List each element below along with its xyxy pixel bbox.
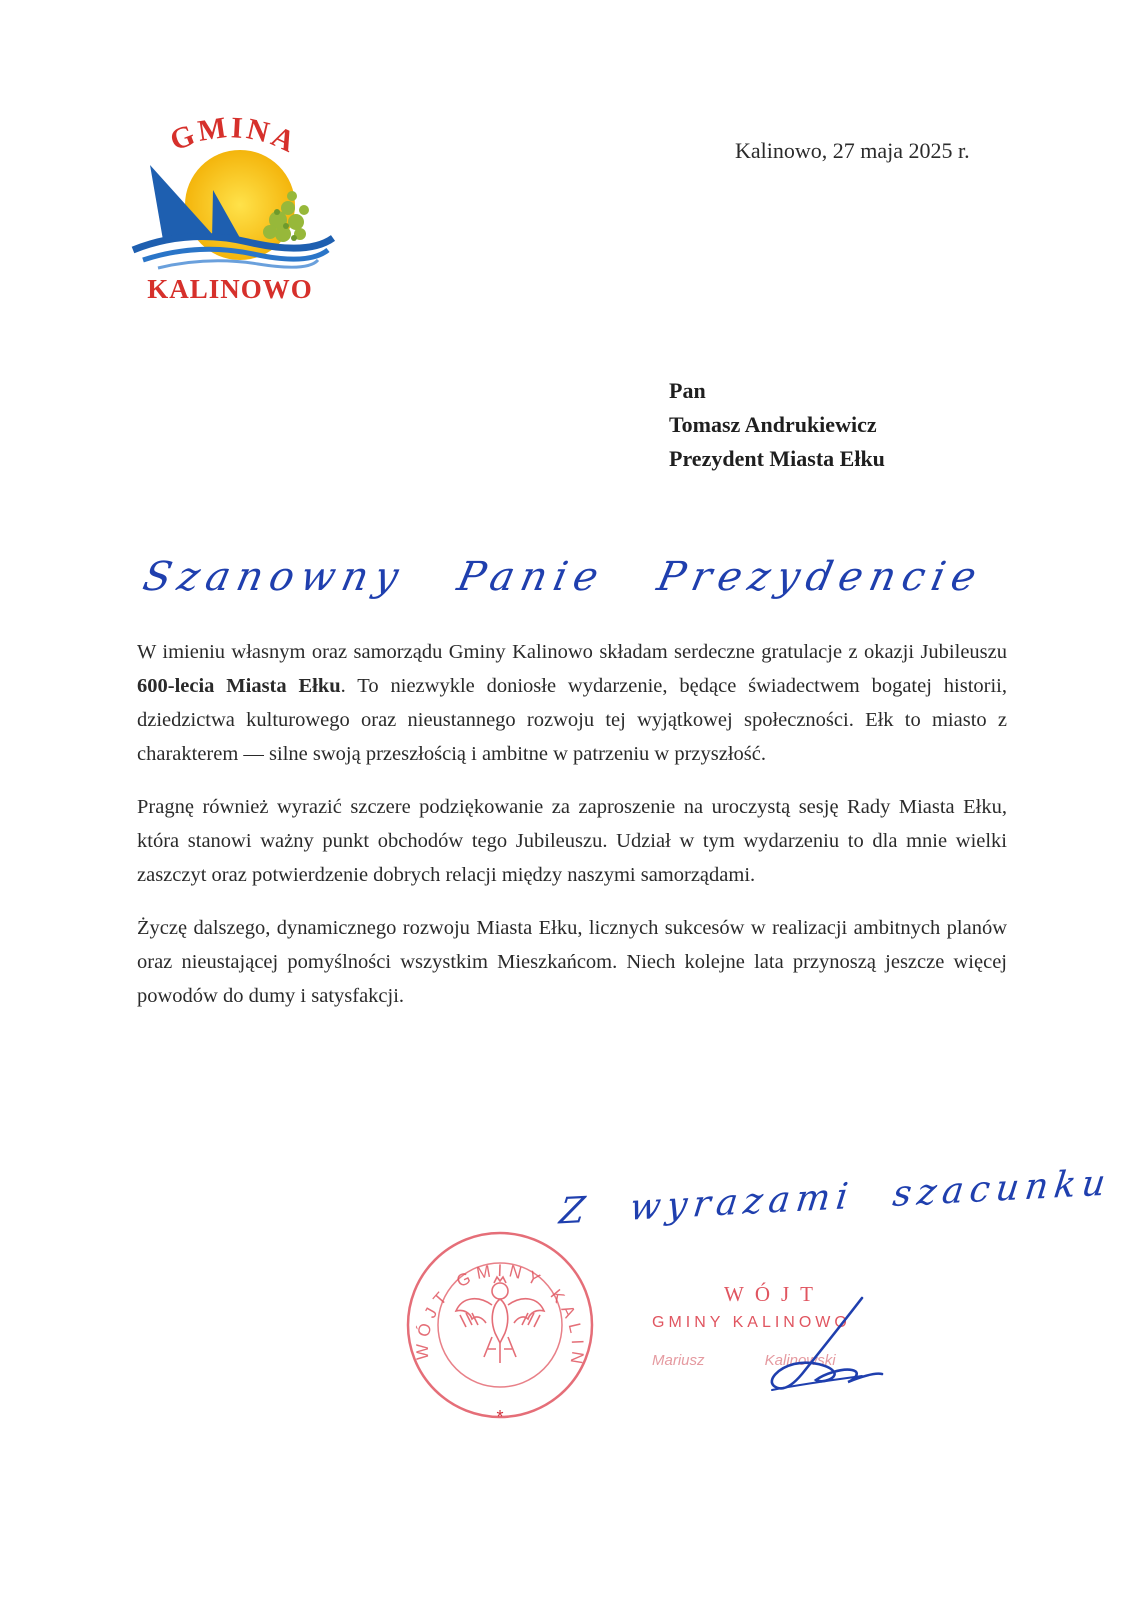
handwritten-salutation [138,548,988,618]
gmina-kalinowo-logo [128,110,338,310]
stamp-name: Mariusz Kalinowski [652,1352,836,1369]
closing-text: Z wyrazami szacunku [557,1160,1114,1233]
stamp-title: WÓJT [724,1282,824,1306]
signature [712,1294,912,1404]
recipient-position: Prezydent Miasta Ełku [669,446,885,471]
seal-ring-text: WÓJT GMINY KALIN [412,1260,588,1372]
official-seal [400,1225,600,1435]
recipient-title: Pan [669,378,706,403]
handwritten-closing [555,1160,1114,1238]
letter-body [137,635,1007,1032]
logo-top-text: GMINA [165,110,303,161]
mayor-stamp [652,1282,912,1402]
paragraph-3: Życzę dalszego, dynamicznego rozwoju Miasta Ełku, licznych sukcesów w realizacji ambitnych planów oraz nieustającej pomyślności wszystkim Mieszkańcom. Niech kolejne lata przynoszą jeszcze więcej powodów do dumy i satysfakcji. [137,917,1007,1007]
paragraph-2: Pragnę również wyrazić szczere podziękowanie za zaproszenie na uroczystą sesję Rady Miasta Ełku, która stanowi ważny punkt obchodów tego Jubileuszu. Udział w tym wydarzeniu to dla mnie wielki zaszczyt oraz potwierdzenie dobrych relacji między naszymi samorządami. [137,796,1007,886]
jubilee-highlight: 600-lecia Miasta Ełku [137,675,341,697]
paragraph-1: W imieniu własnym oraz samorządu Gminy Kalinowo składam serdeczne gratulacje z okazji Jubileuszu 600-lecia Miasta Ełku. To niezwykle doniosłe wydarzenie, będące świadectwem bogatej historii, dziedzictwa kulturowego oraz nieustannego rozwoju tej wyjątkowej społeczności. Ełk to miasto z charakterem — silne swoją przeszłością i ambitne w patrzeniu w przyszłość. [137,641,1008,765]
salutation-text: Szanowny Panie Prezydencie [138,552,988,600]
stamp-subtitle: GMINY KALINOWO [652,1314,851,1331]
logo-bottom-text: KALINOWO [147,274,313,304]
eagle-icon [456,1277,544,1363]
recipient-name: Tomasz Andrukiewicz [669,412,877,437]
letter-date: Kalinowo, 27 maja 2025 r. [735,138,970,163]
recipient-block [669,374,885,476]
seal-star: * [496,1407,504,1427]
